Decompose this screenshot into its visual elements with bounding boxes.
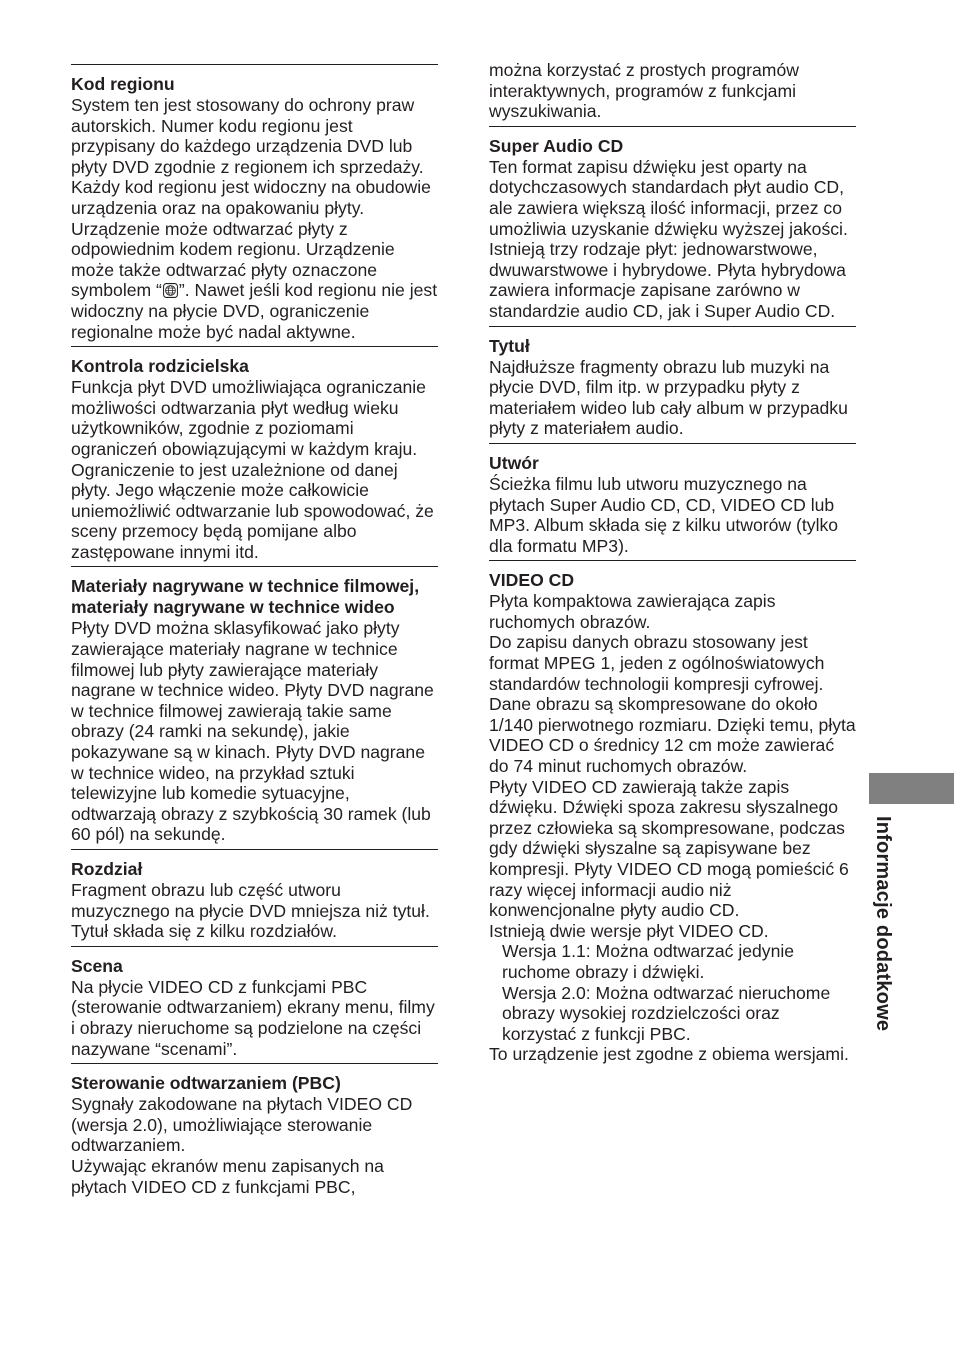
entry-definition [71, 1094, 438, 1197]
entry-definition [71, 977, 438, 1059]
glossary-entry [489, 126, 856, 322]
version-note: Wersja 2.0: Można odtwarzać nieruchome obrazy wysokiej rozdzielczości oraz korzystać z funkcji PBC. [502, 982, 831, 1044]
glossary-entry [71, 64, 438, 342]
definition-paragraph: Na płycie VIDEO CD z funkcjami PBC (sterowanie odtwarzaniem) ekrany menu, filmy i obrazy nieruchome są podzielone na części nazywane “scenami”. [71, 976, 435, 1059]
entry-definition [489, 474, 856, 556]
entry-definition [489, 60, 856, 122]
entry-title: Kontrola rodzicielska [71, 356, 249, 377]
glossary-entry [71, 849, 438, 942]
globe-all-regions-icon [163, 283, 178, 298]
entry-definition [71, 880, 438, 942]
entry-title: Materiały nagrywane w technice filmowej, materiały nagrywane w technice wideo [71, 576, 420, 618]
glossary-entry [489, 326, 856, 439]
entry-title: Super Audio CD [489, 135, 624, 156]
definition-paragraph: Płyty VIDEO CD zawierają także zapis dźwięku. Dźwięki spoza zakresu słyszalnego przez człowieka są skompresowane, podczas gdy dźwięki słyszalne są zapisywane bez kompresji. Płyty VIDEO CD mogą pomieścić 6 razy więcej informacji audio niż konwencjonalne płyty audio CD. [489, 776, 849, 921]
version-note: Wersja 1.1: Można odtwarzać jedynie ruchome obrazy i dźwięki. [502, 941, 795, 982]
section-tab-marker [869, 773, 954, 804]
entry-title: Rozdział [71, 859, 143, 879]
definition-paragraph: Fragment obrazu lub część utworu muzycznego na płycie DVD mniejsza niż tytuł. Tytuł składa się z kilku rozdziałów. [71, 880, 430, 942]
glossary-entry [489, 560, 856, 1065]
glossary-entry [71, 566, 438, 845]
entry-title: VIDEO CD [489, 570, 575, 591]
entry-definition [489, 357, 856, 439]
glossary-entry [71, 346, 438, 562]
definition-paragraph: Ten format zapisu dźwięku jest oparty na dotychczasowych standardach płyt audio CD, ale zawiera większą ilość informacji, przez co umożliwia uzyskanie dźwięku wyższej jakości. Istnieją trzy rodzaje płyt: jednowarstwowe, dwuwarstwowe i hybrydowe. Płyta hybrydowa zawiera informacje zapisane zarówno w standardzie audio CD, jak i Super Audio CD. [489, 156, 848, 321]
entry-title: Scena [71, 955, 123, 976]
entry-definition [71, 377, 438, 562]
definition-paragraph: Sygnały zakodowane na płytach VIDEO CD (wersja 2.0), umożliwiające sterowanie odtwarzaniem. [71, 1094, 413, 1156]
entry-definition [489, 591, 856, 1065]
entry-title: Utwór [489, 452, 539, 473]
definition-paragraph: System ten jest stosowany do ochrony praw autorskich. Numer kodu regionu jest przypisany do każdego urządzenia DVD lub płyty DVD zgodnie z regionem ich sprzedaży. Każdy kod regionu jest widoczny na obudowie urządzenia oraz na opakowaniu płyty. Urządzenie może odtwarzać płyty z odpowiednim kodem regionu. Urządzenie może także odtwarzać płyty oznaczone symbolem “ ”. Nawet jeśli kod regionu nie jest widoczny na płycie DVD, ograniczenie regionalne może być nadal aktywne. [71, 95, 438, 342]
section-tab-label: Informacje dodatkowe [872, 816, 894, 1032]
glossary-entry [489, 443, 856, 556]
left-column [71, 64, 438, 1201]
definition-paragraph: Najdłuższe fragmenty obrazu lub muzyki na płycie DVD, film itp. w przypadku płyty z materiałem wideo lub cały album w przypadku płyty z materiałem audio. [489, 356, 848, 439]
glossary-entry [71, 1063, 438, 1197]
glossary-entry [489, 60, 856, 122]
definition-paragraph: można korzystać z prostych programów interaktywnych, programów z funkcjami wyszukiwania. [489, 60, 799, 122]
closing-paragraph: To urządzenie jest zgodne z obiema wersjami. [489, 1044, 849, 1065]
definition-paragraph: Ścieżka filmu lub utworu muzycznego na płytach Super Audio CD, CD, VIDEO CD lub MP3. Album składa się z kilku utworów (tylko dla formatu MP3). [489, 473, 839, 556]
entry-definition [489, 157, 856, 322]
glossary-entry [71, 946, 438, 1059]
definition-paragraph: Do zapisu danych obrazu stosowany jest format MPEG 1, jeden z ogólnoświatowych standardów technologii kompresji cyfrowej. Dane obrazu są skompresowane do około 1/140 pierwotnego rozmiaru. Dzięki temu, płyta VIDEO CD o średnicy 12 cm może zawierać do 74 minut ruchomych obrazów. [489, 632, 856, 777]
entry-title: Kod regionu [71, 74, 175, 94]
definition-paragraph: Płyty DVD można sklasyfikować jako płyty zawierające materiały nagrane w technice filmowej lub płyty zawierające materiały nagrane w technice wideo. Płyty DVD nagrane w technice filmowej zawierają takie same obrazy (24 ramki na sekundę), jakie pokazywane są w kinach. Płyty DVD nagrane w technice wideo, na przykład sztuki telewizyjne lub komedie sytuacyjne, odtwarzają obrazy z szybkością 30 ramek (lub 60 pól) na sekundę. [71, 618, 434, 845]
definition-paragraph: Funkcja płyt DVD umożliwiająca ograniczanie możliwości odtwarzania płyt według wieku użytkowników, zgodnie z poziomami ograniczeń obowiązującymi w każdym kraju. Ograniczenie to jest uzależnione od danej płyty. Jego włączenie może całkowicie uniemożliwić odtwarzanie lub spowodować, że sceny przemocy będą pomijane albo zastępowane innymi itd. [71, 377, 434, 562]
entry-definition [71, 618, 438, 845]
definition-paragraph: Używając ekranów menu zapisanych na płytach VIDEO CD z funkcjami PBC, [71, 1155, 384, 1197]
definition-paragraph: Istnieją dwie wersje płyt VIDEO CD. [489, 920, 769, 941]
definition-paragraph: Płyta kompaktowa zawierająca zapis ruchomych obrazów. [489, 591, 776, 632]
entry-title: Sterowanie odtwarzaniem (PBC) [71, 1073, 341, 1094]
entry-definition [71, 95, 438, 342]
entry-title: Tytuł [489, 335, 530, 356]
right-column [489, 60, 856, 1069]
